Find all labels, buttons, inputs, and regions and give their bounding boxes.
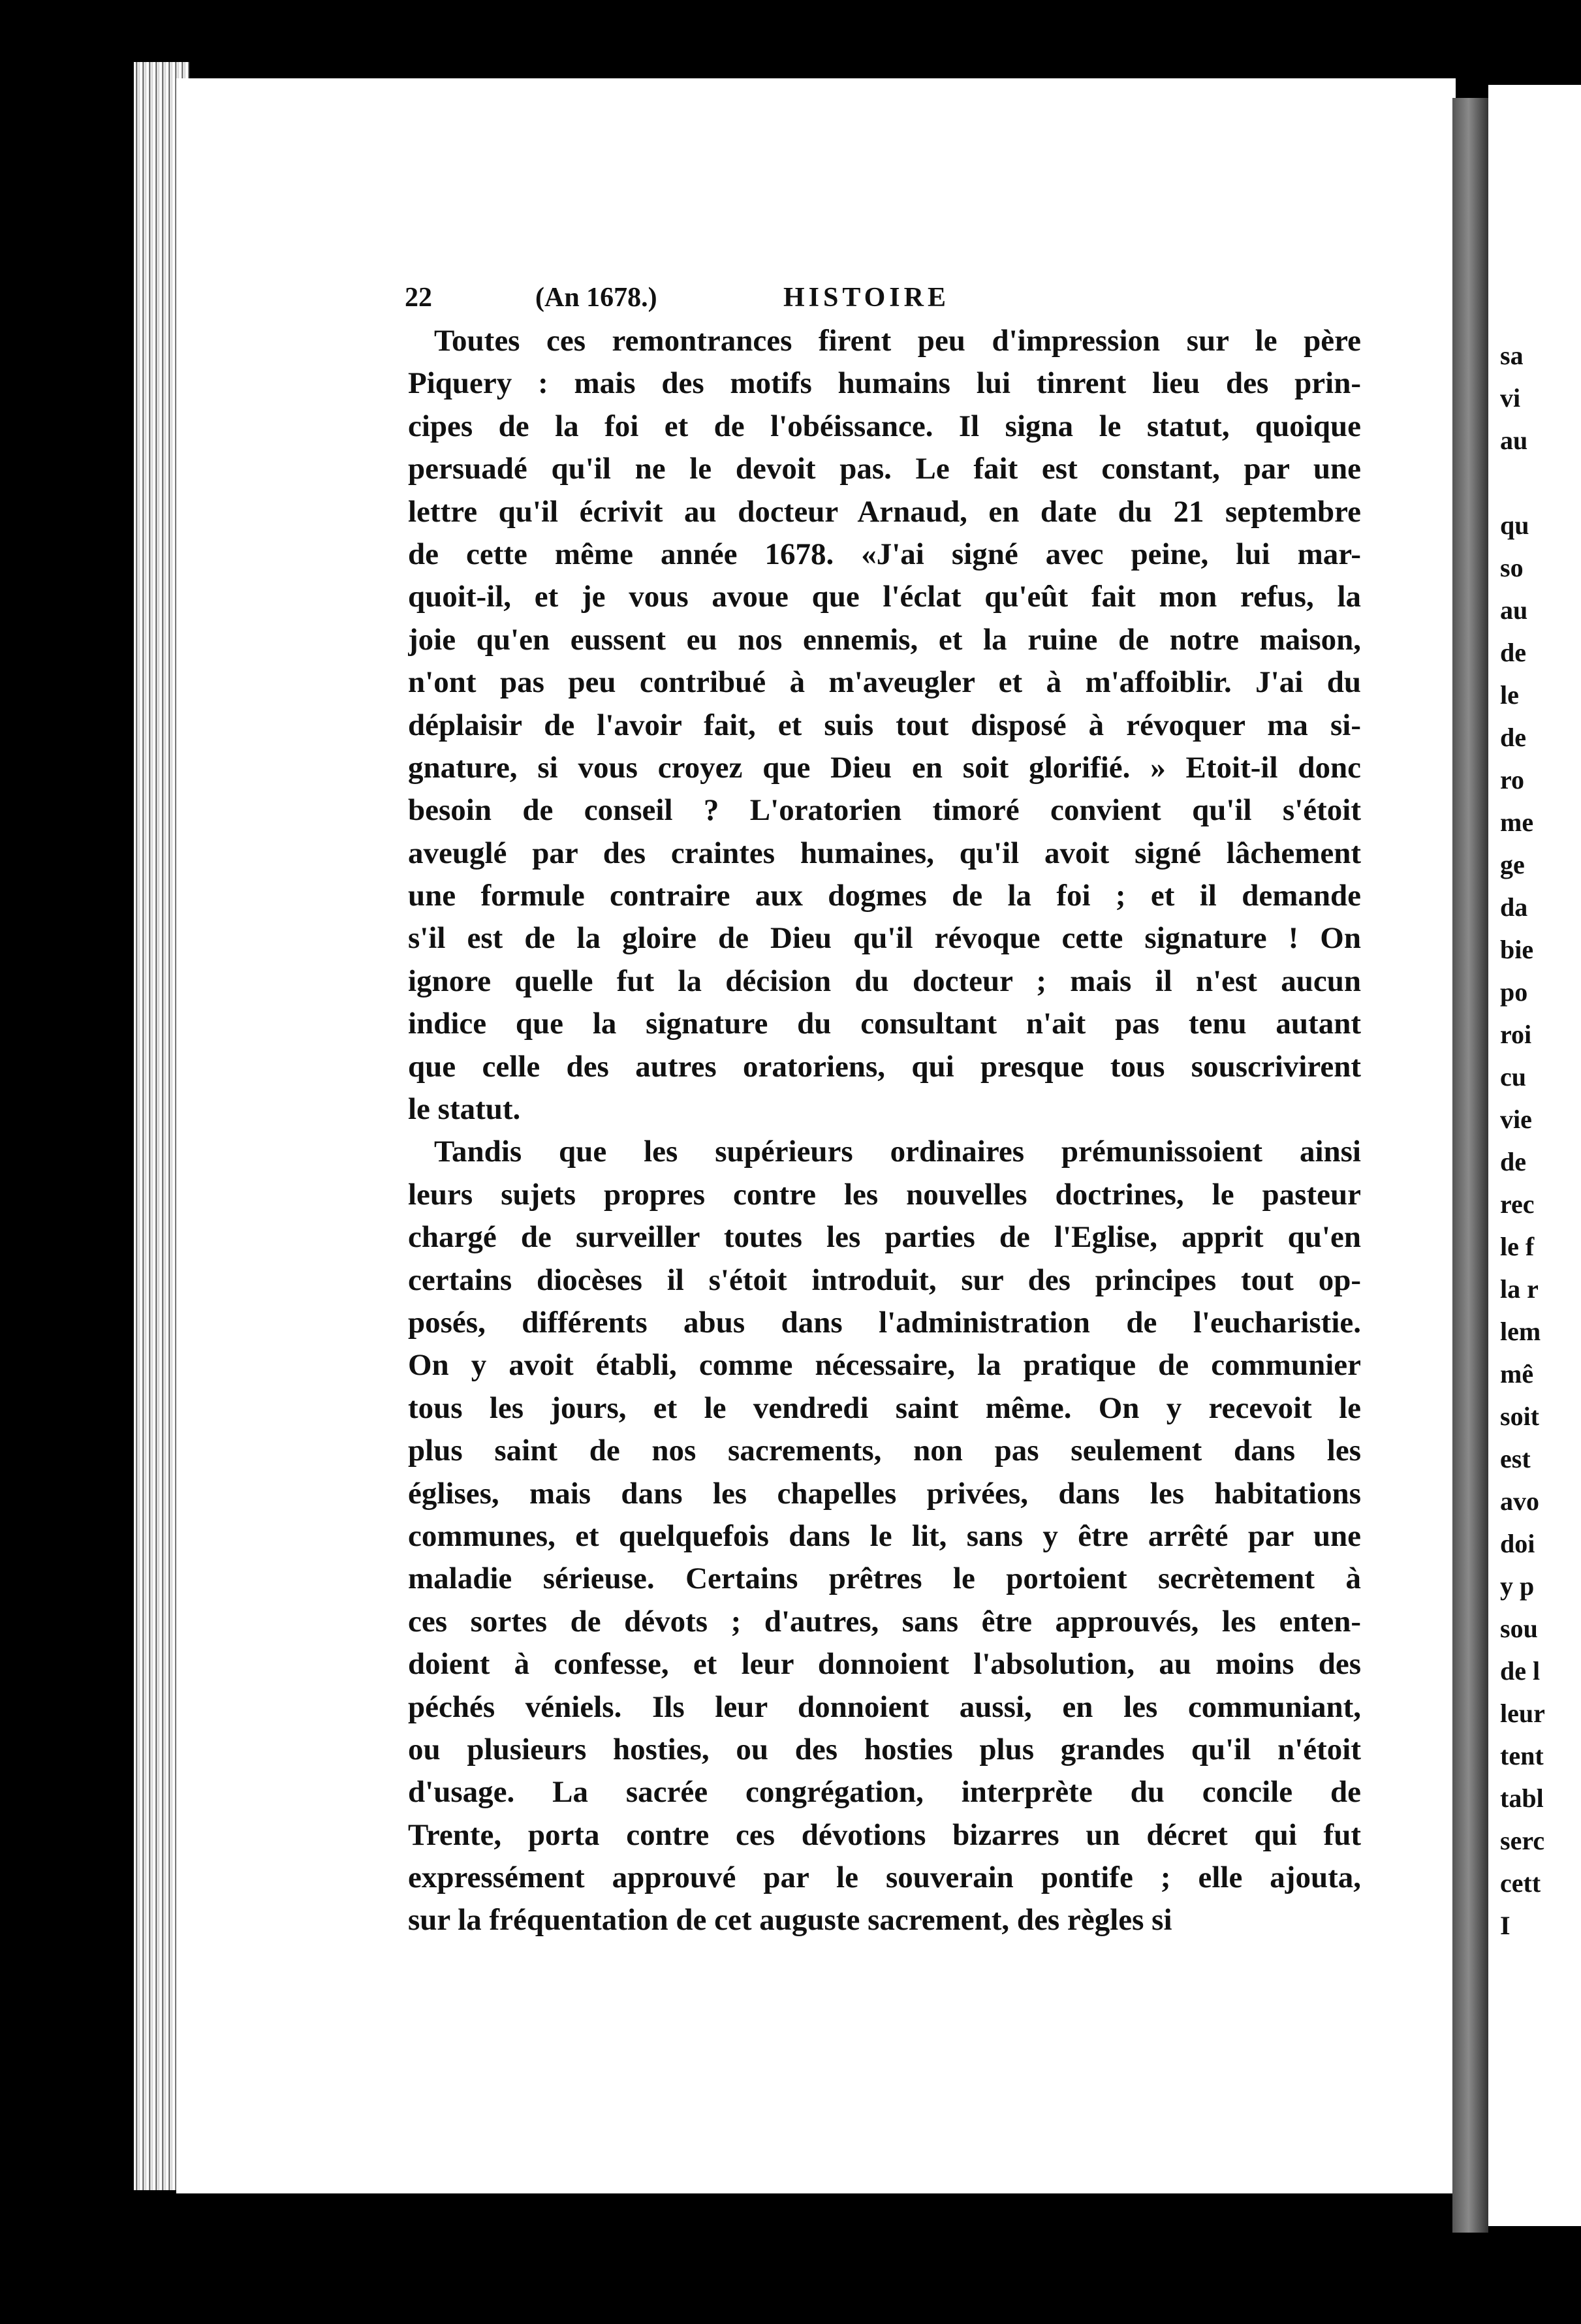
text-line: plus saint de nos sacrements, non pas seulement dans les	[408, 1434, 1361, 1468]
text-line: leurs sujets propres contre les nouvelles doctrines, le pasteur	[408, 1177, 1361, 1212]
facing-page-fragment: leur	[1500, 1699, 1545, 1728]
page-number: 22	[405, 283, 432, 313]
text-line: Trente, porta contre ces dévotions bizarres un décret qui fut	[408, 1817, 1361, 1852]
text-line: expressément approuvé par le souverain pontife ; elle ajouta,	[408, 1861, 1361, 1895]
text-line: persuadé qu'il ne le devoit pas. Le fait est constant, par une	[408, 452, 1361, 486]
text-line: églises, mais dans les chapelles privées, dans les habitations	[408, 1476, 1361, 1511]
facing-page-fragment: sa	[1500, 341, 1524, 370]
body-text	[408, 320, 1361, 1942]
text-line: gnature, si vous croyez que Dieu en soit glorifié. » Etoit-il donc	[408, 750, 1361, 785]
text-line: le statut.	[408, 1092, 521, 1127]
facing-page-fragment: ro	[1500, 765, 1525, 794]
facing-page-fragment: le f	[1500, 1232, 1535, 1261]
book-gutter	[1452, 98, 1488, 2233]
facing-page-fragment: bie	[1500, 935, 1534, 964]
facing-page-fragment: soit	[1500, 1402, 1539, 1431]
text-line: ces sortes de dévots ; d'autres, sans être approuvés, les enten-	[408, 1604, 1361, 1639]
facing-page-fragment: I	[1500, 1911, 1511, 1940]
facing-page-fragment: po	[1500, 977, 1528, 1007]
text-line: posés, différents abus dans l'administration de l'eucharistie.	[408, 1305, 1361, 1340]
text-line: n'ont pas peu contribué à m'aveugler et à m'affoiblir. J'ai du	[408, 665, 1361, 700]
text-line: maladie sérieuse. Certains prêtres le portoient secrètement à	[408, 1562, 1361, 1596]
text-line: quoit-il, et je vous avoue que l'éclat qu'eût fait mon refus, la	[408, 580, 1361, 614]
facing-page-fragment: sou	[1500, 1614, 1538, 1643]
text-line: d'usage. La sacrée congrégation, interprète du concile de	[408, 1775, 1361, 1810]
facing-page-fragment: qu	[1500, 510, 1529, 540]
facing-page-fragment: rec	[1500, 1189, 1535, 1219]
facing-page-fragment: vi	[1500, 383, 1521, 413]
facing-page-fragment: me	[1500, 808, 1534, 837]
paragraph	[408, 320, 1361, 1131]
facing-page-fragment: avo	[1500, 1486, 1539, 1516]
text-line: sur la fréquentation de cet auguste sacrement, des règles si	[408, 1903, 1172, 1938]
facing-page-fragment: tabl	[1500, 1783, 1544, 1813]
facing-page-fragment: cett	[1500, 1868, 1541, 1898]
text-line: ou plusieurs hosties, ou des hosties plus grandes qu'il n'étoit	[408, 1732, 1361, 1767]
facing-page-fragment: de	[1500, 723, 1526, 752]
text-line: besoin de conseil ? L'oratorien timoré convient qu'il s'étoit	[408, 793, 1361, 828]
facing-page-fragment: doi	[1500, 1529, 1535, 1558]
facing-page-fragment: la r	[1500, 1274, 1539, 1304]
facing-page-fragment: da	[1500, 892, 1528, 922]
text-line: chargé de surveiller toutes les parties de l'Eglise, apprit qu'en	[408, 1220, 1361, 1255]
facing-page-fragment: vie	[1500, 1105, 1532, 1134]
text-line: On y avoit établi, comme nécessaire, la pratique de communier	[408, 1348, 1361, 1383]
text-line: Tandis que les supérieurs ordinaires prémunissoient ainsi	[434, 1135, 1361, 1169]
text-line: de cette même année 1678. «J'ai signé avec peine, lui mar-	[408, 537, 1361, 571]
facing-page-fragment: tent	[1500, 1741, 1544, 1770]
running-head-year: (An 1678.)	[535, 283, 657, 313]
text-line: s'il est de la gloire de Dieu qu'il révoque cette signature ! On	[408, 921, 1361, 956]
text-line: ignore quelle fut la décision du docteur ; mais il n'est aucun	[408, 964, 1361, 998]
running-header	[405, 282, 1364, 319]
text-line: une formule contraire aux dogmes de la foi ; et il demande	[408, 879, 1361, 913]
facing-page-fragment: serc	[1500, 1826, 1545, 1855]
text-line: déplaisir de l'avoir fait, et suis tout disposé à révoquer ma si-	[408, 708, 1361, 742]
facing-page-fragment: de	[1500, 638, 1526, 667]
facing-page-fragment: so	[1500, 553, 1524, 582]
facing-page-fragment: cu	[1500, 1062, 1526, 1091]
text-line: doient à confesse, et leur donnoient l'absolution, au moins des	[408, 1647, 1361, 1682]
facing-page-fragment: ge	[1500, 850, 1525, 879]
paragraph	[408, 1131, 1361, 1941]
facing-page	[1488, 85, 1581, 2226]
text-line: joie qu'en eussent eu nos ennemis, et la ruine de notre maison,	[408, 622, 1361, 657]
facing-page-fragment: de l	[1500, 1656, 1541, 1686]
facing-page-fragment: au	[1500, 426, 1528, 455]
running-head-title: HISTOIRE	[783, 283, 950, 313]
facing-page-fragment: est	[1500, 1444, 1531, 1473]
text-line: Toutes ces remontrances firent peu d'impression sur le père	[434, 324, 1361, 358]
text-line: Piquery : mais des motifs humains lui tinrent lieu des prin-	[408, 366, 1361, 401]
facing-page-fragment: roi	[1500, 1020, 1532, 1049]
facing-page-fragment: au	[1500, 595, 1528, 625]
text-line: indice que la signature du consultant n'ait pas tenu autant	[408, 1007, 1361, 1041]
facing-page-fragment: mê	[1500, 1359, 1534, 1389]
text-line: certains diocèses il s'étoit introduit, sur des principes tout op-	[408, 1263, 1361, 1297]
text-line: que celle des autres oratoriens, qui presque tous souscrivirent	[408, 1049, 1361, 1084]
text-line: cipes de la foi et de l'obéissance. Il signa le statut, quoique	[408, 409, 1361, 443]
text-line: aveuglé par des craintes humaines, qu'il avoit signé lâchement	[408, 836, 1361, 870]
text-line: tous les jours, et le vendredi saint même. On y recevoit le	[408, 1390, 1361, 1425]
facing-page-fragment: le	[1500, 680, 1519, 710]
text-line: péchés véniels. Ils leur donnoient aussi, en les communiant,	[408, 1689, 1361, 1724]
facing-page-fragment: y p	[1500, 1571, 1535, 1601]
text-line: communes, et quelquefois dans le lit, sans y être arrêté par une	[408, 1518, 1361, 1553]
text-line: lettre qu'il écrivit au docteur Arnaud, en date du 21 septembre	[408, 494, 1361, 529]
facing-page-fragment: de	[1500, 1147, 1526, 1176]
facing-page-fragment: lem	[1500, 1317, 1541, 1346]
